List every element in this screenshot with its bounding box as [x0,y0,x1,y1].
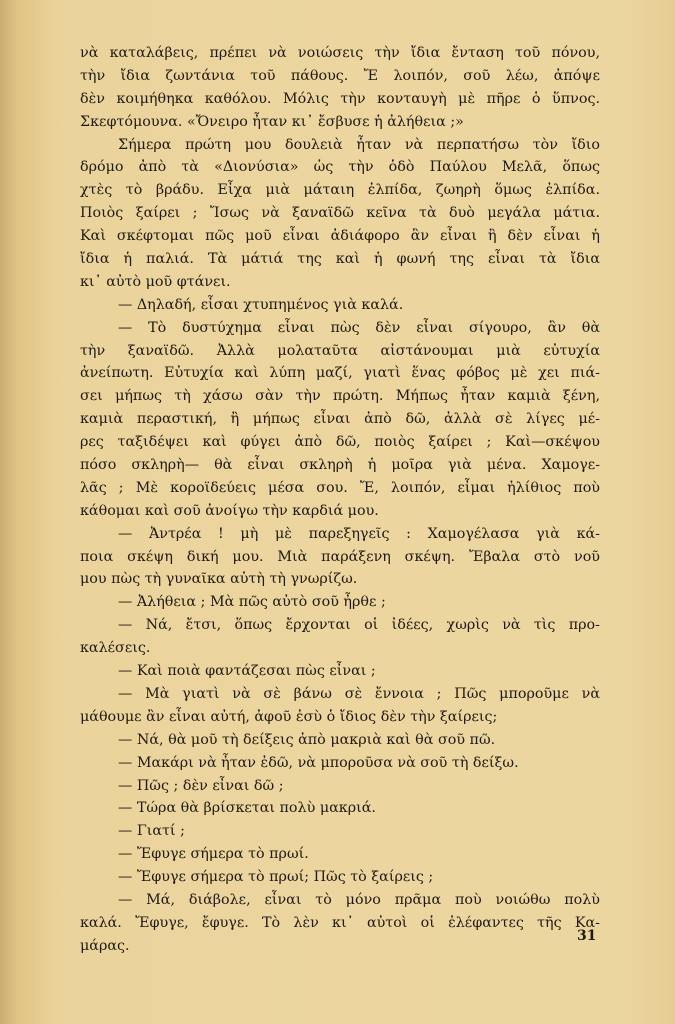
text-line: χτὲς τὸ βράδυ. Εἶχα μιὰ μάταιη ἐλπίδα, ζωηρὴ ὅμως ἐλπίδα. [80,182,600,199]
text-line: δρόμο ἀπὸ τὰ «Διονύσια» ὡς τὴν ὁδὸ Παύλου Μελᾶ, ὅπως [80,159,600,176]
text-line: — Πῶς ; δὲν εἶναι δῶ ; [118,777,284,794]
body-text [80,42,600,958]
text-line: — Μακάρι νὰ ἦταν ἐδῶ, νὰ μποροῦσα νὰ σοῦ τὴ δείξω. [118,754,519,771]
text-line: μου πὼς τὴ γυναῖκα αὐτὴ τὴ γνωρίζω. [80,571,358,588]
text-line: — Ἀντρέα ! μὴ μὲ παρεξηγεῖς : Χαμογέλασα γιὰ κά- [118,525,600,542]
text-line: ἀνείπωτη. Εὐτυχία καὶ λύπη μαζί, γιατὶ ἕνας φόβος μὲ χει πιά- [80,365,600,382]
text-line: λᾶς ; Μὲ κοροϊδεύεις μέσα σου. Ἔ, λοιπόν, εἶμαι ἠλίθιος ποὺ [80,479,600,496]
text-line: Σήμερα πρώτη μου δουλειὰ ἦταν νὰ περπατήσω τὸν ἴδιο [118,136,600,153]
text-line: Σκεφτόμουνα. «Ὄνειρο ἦταν κι᾽ ἔσβυσε ἡ ἀλήθεια ;» [80,113,464,130]
text-line: ρες ταξιδέψει καὶ φύγει ἀπὸ δῶ, ποιὸς ξαίρει ; Καὶ—σκέψου [80,434,600,451]
text-line: — Καὶ ποιὰ φαντάζεσαι πὼς εἶναι ; [118,663,376,680]
text-line: τὴν ἴδια ζωντάνια τοῦ πάθους. Ἔ λοιπόν, σοῦ λέω, ἀπόψε [80,67,600,84]
text-line: — Μά, διάβολε, εἶναι τὸ μόνο πρᾶμα ποὺ νοιώθω πολὺ [118,891,600,908]
text-line: κι᾽ αὐτὸ μοῦ φτάνει. [80,273,231,290]
text-line: — Γιατί ; [118,823,185,840]
text-line: νὰ καταλάβεις, πρέπει νὰ νοιώσεις τὴν ἴδια ἔνταση τοῦ πόνου, [80,45,600,61]
text-line: καμιὰ περαστική, ἢ μήπως εἶναι ἀπὸ δῶ, ἀλλὰ σὲ λίγες μέ- [80,411,600,428]
text-line: — Τώρα θὰ βρίσκεται πολὺ μακριά. [118,800,376,817]
text-line: καλά. Ἔφυγε, ἔφυγε. Τὸ λὲν κι᾽ αὐτοὶ οἱ ἐλέφαντες τῆς Κα- [80,914,600,931]
text-line: Ποιὸς ξαίρει ; Ἴσως νὰ ξαναϊδῶ κεῖνα τὰ δυὸ μεγάλα μάτια. [80,205,600,222]
text-line: — Μὰ γιατὶ νὰ σὲ βάνω σὲ ἔννοια ; Πῶς μποροῦμε νὰ [118,685,600,702]
text-line: Καὶ σκέφτομαι πῶς μοῦ εἶναι ἀδιάφορο ἂν εἶναι ἢ δὲν εἶναι ἡ [80,228,600,245]
text-line: — Δηλαδή, εἶσαι χτυπημένος γιὰ καλά. [118,296,404,313]
text-line: κάθομαι καὶ σοῦ ἀνοίγω τὴν καρδιά μου. [80,502,379,519]
text-line: σει μήπως τὴ χάσω σὰν τὴν πρώτη. Μήπως ἦταν καμιὰ ξένη, [80,388,600,405]
text-line: τὴν ξαναϊδῶ. Ἀλλὰ μολαταῦτα αἰστάνουμαι μιὰ εὐτυχία [80,342,600,359]
text-line: — Νά, θὰ μοῦ τὴ δείξεις ἀπὸ μακριὰ καὶ θὰ σοῦ πῶ. [118,731,496,748]
text-line: — Νά, ἔτσι, ὅπως ἔρχονται οἱ ἰδέες, χωρὶς νὰ τὶς προ- [118,617,600,634]
text-line: μάρας. [80,937,130,954]
text-line: δὲν κοιμήθηκα καθόλου. Μόλις τὴν κονταυγὴ μὲ πῆρε ὁ ὕπνος. [80,90,600,107]
text-line: καλέσεις. [80,640,151,657]
text-line: πόσο σκληρὴ— θὰ εἶναι σκληρὴ ἡ μοῖρα γιὰ μένα. Χαμογε- [80,457,600,474]
text-line: ποια σκέψη δική μου. Μιὰ παράξενη σκέψη. Ἔβαλα στὸ νοῦ [80,548,600,565]
text-line: — Τὸ δυστύχημα εἶναι πὼς δὲν εἶναι σίγουρο, ἂν θὰ [118,319,600,336]
text-line: — Ἔφυγε σήμερα τὸ πρωί. [118,846,309,863]
text-line: — Ἔφυγε σήμερα τὸ πρωί; Πῶς τὸ ξαίρεις ; [118,869,434,886]
text-line: μάθουμε ἂν εἶναι αὐτή, ἀφοῦ ἐσὺ ὁ ἴδιος δὲν τὴν ξαίρεις; [80,708,498,725]
page-number: 31 [577,928,597,944]
text-line: — Ἀλήθεια ; Μὰ πῶς αὐτὸ σοῦ ἦρθε ; [118,594,386,611]
text-line: ἴδια ἡ παλιά. Τὰ μάτιά της καὶ ἡ φωνή της εἶναι τὰ ἴδια [80,251,600,268]
